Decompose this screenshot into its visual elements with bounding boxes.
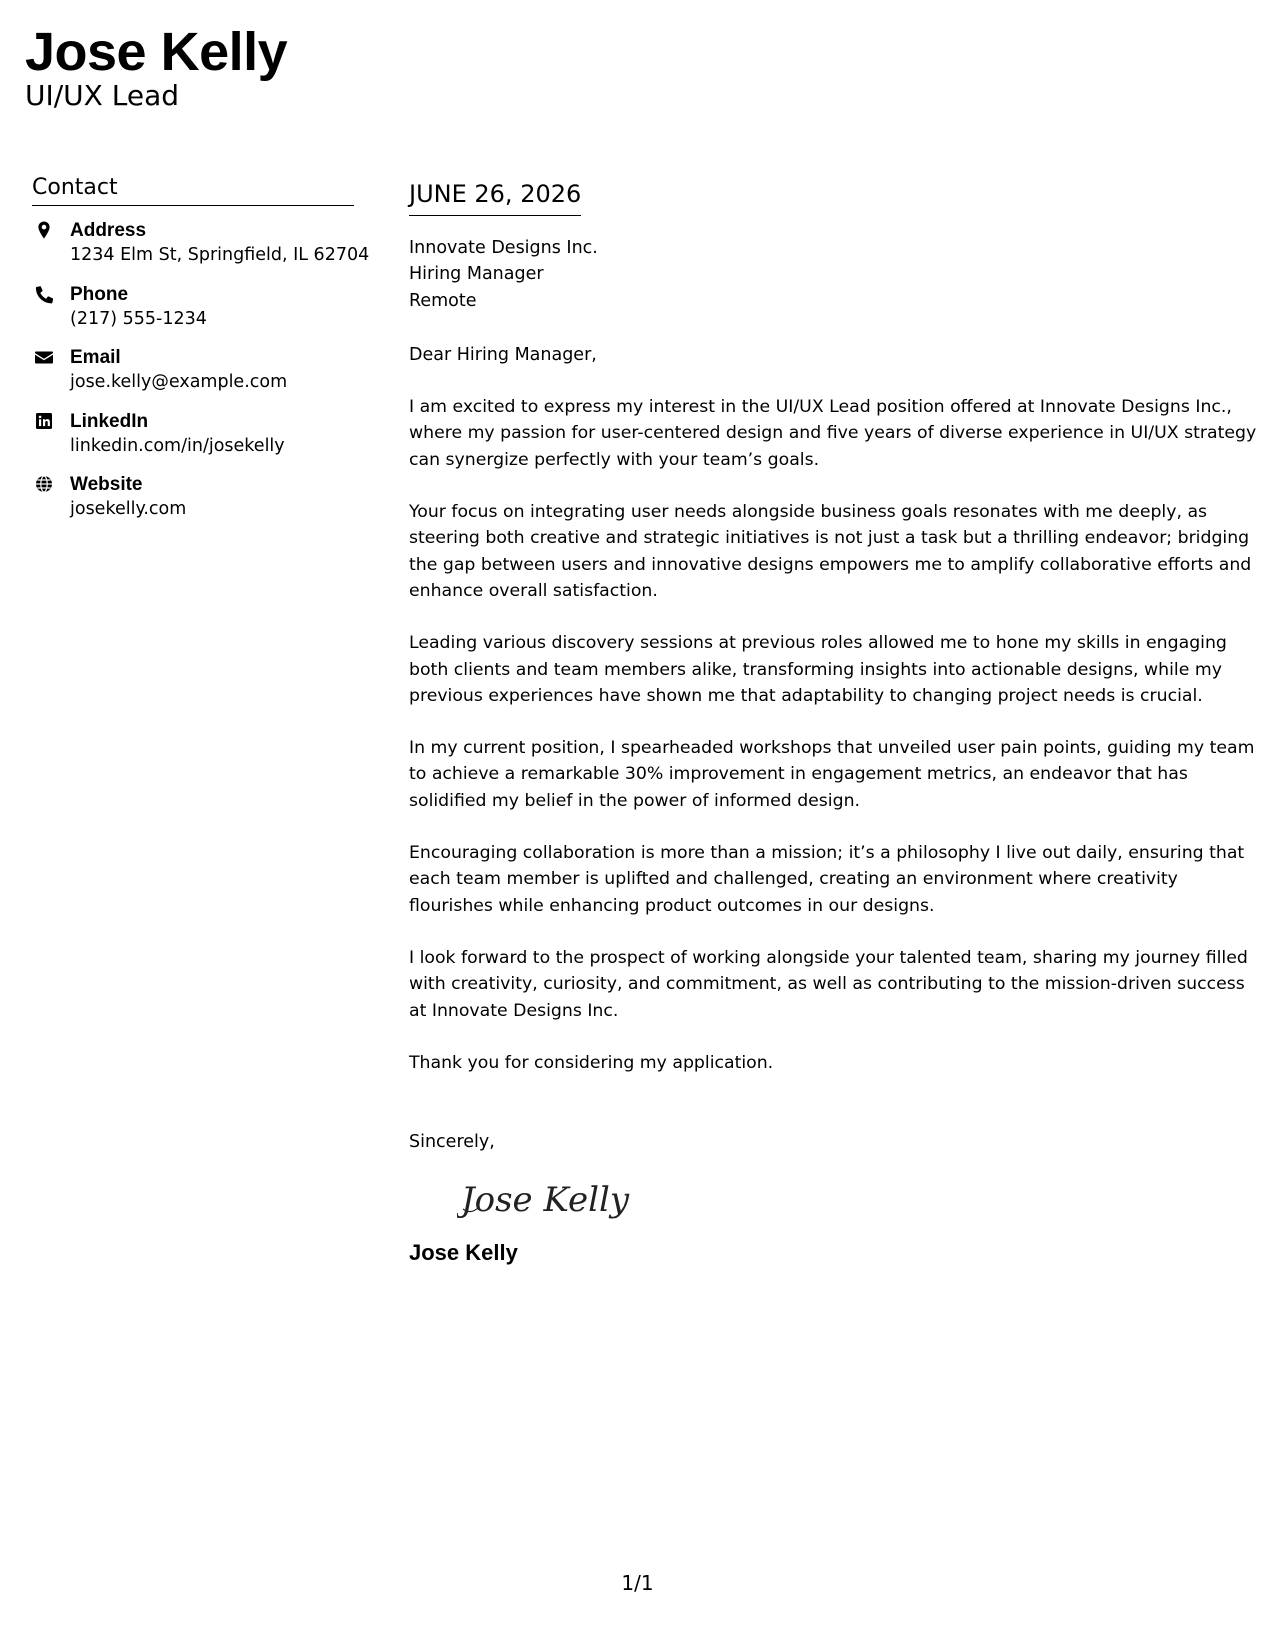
handwritten-signature — [457, 1169, 637, 1229]
contact-value-phone: (217) 555-1234 — [70, 308, 207, 329]
linkedin-icon — [34, 411, 54, 431]
applicant-name: Jose Kelly — [25, 22, 288, 82]
letter-paragraph: In my current position, I spearheaded workshops that unveiled user pain points, guiding my team to achieve a remarkable 30% improvement in engagement metrics, an endeavor that has solidified my belief in the power of informed design. — [409, 738, 1255, 811]
signature-text: Jose Kelly — [461, 1180, 630, 1221]
contact-sidebar — [32, 174, 370, 536]
letter-paragraph: I look forward to the prospect of working alongside your talented team, sharing my journey filled with creativity, curiosity, and commitment, as well as contributing to the mission-driven success at Innovate Designs Inc. — [409, 947, 1248, 1021]
contact-item-phone — [32, 282, 354, 346]
signer-name: Jose Kelly — [409, 1240, 518, 1266]
contact-item-linkedin — [32, 409, 354, 473]
map-pin-icon — [34, 220, 54, 240]
letter-paragraph: Leading various discovery sessions at previous roles allowed me to hone my skills in engaging both clients and team members alike, transforming insights into actionable designs, while my previous experiences have shown me that adaptability to changing project needs is crucial. — [409, 633, 1227, 706]
contact-list — [32, 218, 370, 536]
recipient-title: Hiring Manager — [409, 264, 544, 285]
resume-header — [25, 22, 287, 112]
letter-salutation: Dear Hiring Manager, — [409, 344, 597, 365]
contact-value-email: jose.kelly@example.com — [70, 372, 288, 392]
contact-label-email: Email — [70, 347, 121, 368]
contact-item-address — [32, 218, 370, 282]
letter-paragraph: Encouraging collaboration is more than a mission; it’s a philosophy I live out daily, ensuring that each team member is uplifted and challenged, creating an environment where creativity flourishes while enhancing product outcomes in our designs. — [409, 843, 1245, 916]
letter-paragraph: I am excited to express my interest in the UI/UX Lead position offered at Innovate Designs Inc., where my passion for user-centered design and five years of diverse experience in UI/UX strategy can synergize perfectly with your team’s goals. — [409, 397, 1257, 470]
contact-item-email — [32, 345, 354, 409]
recipient-block — [409, 235, 1259, 314]
contact-label-linkedin: LinkedIn — [70, 410, 149, 432]
contact-section-title: Contact — [32, 174, 354, 206]
applicant-role: UI/UX Lead — [25, 79, 180, 112]
letter-paragraph: Thank you for considering my application. — [409, 1052, 774, 1073]
letter-paragraph: Your focus on integrating user needs alongside business goals resonates with me deeply, as steering both creative and strategic initiatives is not just a task but a thrilling endeavor; bridging the gap between users and innovative designs empowers me to amplify collaborative efforts and enhance overall satisfaction. — [409, 502, 1252, 601]
recipient-company: Innovate Designs Inc. — [409, 238, 598, 258]
letter-date: JUNE 26, 2026 — [409, 178, 581, 216]
recipient-location: Remote — [409, 290, 477, 311]
letter-closing: Sincerely, — [409, 1132, 495, 1153]
contact-value-linkedin: linkedin.com/in/josekelly — [70, 435, 285, 456]
contact-label-website: Website — [70, 474, 143, 495]
globe-icon — [34, 474, 54, 494]
page-number: 1/1 — [621, 1571, 654, 1595]
contact-value-address: 1234 Elm St, Springfield, IL 62704 — [70, 245, 370, 265]
cover-letter-body — [409, 178, 1259, 1267]
phone-icon — [34, 284, 54, 304]
contact-label-address: Address — [70, 220, 147, 241]
envelope-icon — [34, 347, 54, 367]
contact-item-website — [32, 472, 354, 536]
contact-value-website: josekelly.com — [70, 499, 187, 519]
contact-label-phone: Phone — [70, 283, 129, 305]
